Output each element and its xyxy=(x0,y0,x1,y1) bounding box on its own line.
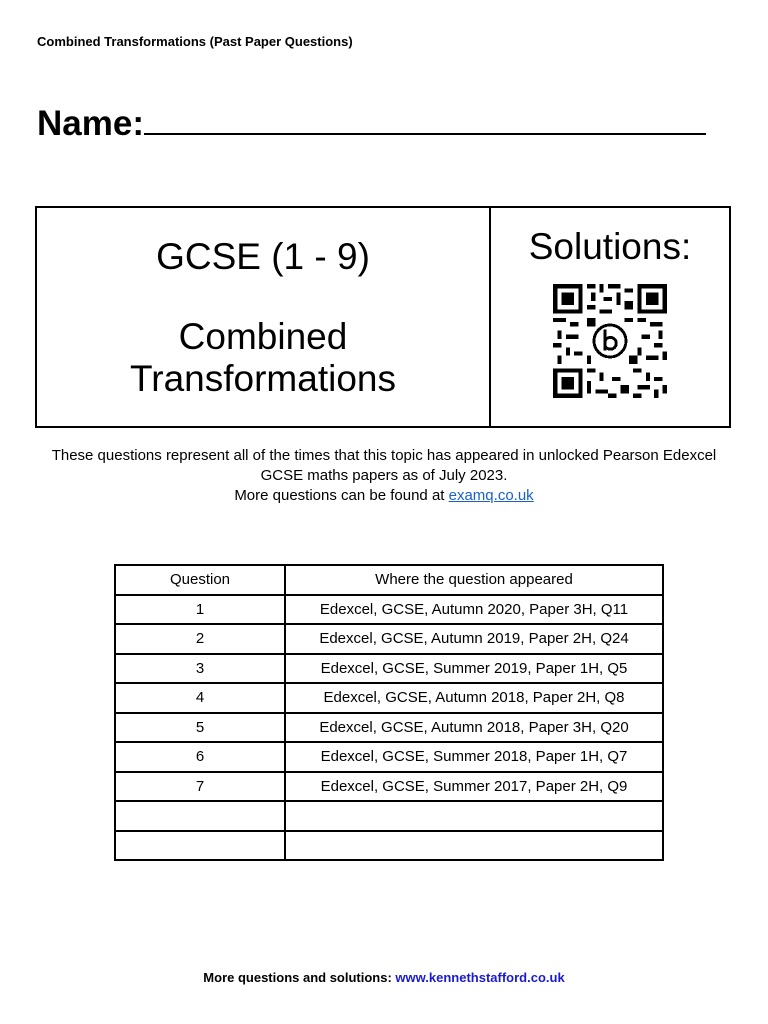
title-panel xyxy=(37,208,491,426)
question-number: 3 xyxy=(115,654,285,684)
question-number: 7 xyxy=(115,772,285,802)
name-label: Name: xyxy=(37,104,144,143)
title-box xyxy=(35,206,731,428)
table-row xyxy=(115,801,663,831)
document-header-title: Combined Transformations (Past Paper Questions) xyxy=(37,34,353,49)
question-number xyxy=(115,831,285,861)
solutions-label: Solutions: xyxy=(528,226,692,267)
table-header-row xyxy=(115,565,663,595)
question-source: Edexcel, GCSE, Autumn 2018, Paper 3H, Q20 xyxy=(285,713,663,743)
table-row xyxy=(115,683,663,713)
question-source: Edexcel, GCSE, Summer 2017, Paper 2H, Q9 xyxy=(285,772,663,802)
question-number: 2 xyxy=(115,624,285,654)
question-source: Edexcel, GCSE, Autumn 2018, Paper 2H, Q8 xyxy=(285,683,663,713)
question-number: 6 xyxy=(115,742,285,772)
question-number: 4 xyxy=(115,683,285,713)
intro-text xyxy=(37,446,731,506)
table-row xyxy=(115,654,663,684)
topic-title-line-1: Combined xyxy=(178,316,348,357)
question-source: Edexcel, GCSE, Summer 2018, Paper 1H, Q7 xyxy=(285,742,663,772)
intro-description: These questions represent all of the times that this topic has appeared in unlocked Pearson Edexcel GCSE maths papers as of July 2023. xyxy=(51,447,717,484)
question-source xyxy=(285,831,663,861)
footer-prefix: More questions and solutions: xyxy=(203,970,396,985)
column-header-source: Where the question appeared xyxy=(285,565,663,595)
question-source: Edexcel, GCSE, Summer 2019, Paper 1H, Q5 xyxy=(285,654,663,684)
table-row xyxy=(115,624,663,654)
questions-table xyxy=(114,564,664,861)
table-row xyxy=(115,831,663,861)
course-level: GCSE (1 - 9) xyxy=(156,236,370,277)
column-header-question: Question xyxy=(115,565,285,595)
question-source: Edexcel, GCSE, Autumn 2019, Paper 2H, Q24 xyxy=(285,624,663,654)
question-source xyxy=(285,801,663,831)
name-blank-line xyxy=(144,103,706,135)
qr-code-icon[interactable] xyxy=(549,280,671,402)
solutions-panel xyxy=(491,208,729,426)
footer-site-link[interactable]: www.kennethstafford.co.uk xyxy=(395,970,565,985)
topic-title xyxy=(37,316,489,400)
table-row xyxy=(115,713,663,743)
name-field xyxy=(37,103,706,144)
footer xyxy=(0,970,768,985)
question-source: Edexcel, GCSE, Autumn 2020, Paper 3H, Q11 xyxy=(285,595,663,625)
question-number xyxy=(115,801,285,831)
table-row xyxy=(115,772,663,802)
intro-more-questions xyxy=(37,486,731,506)
table-row xyxy=(115,742,663,772)
topic-title-line-2: Transformations xyxy=(130,358,396,399)
intro-more-prefix: More questions can be found at xyxy=(234,487,449,504)
table-row xyxy=(115,595,663,625)
examq-link[interactable]: examq.co.uk xyxy=(448,487,534,504)
question-number: 1 xyxy=(115,595,285,625)
question-number: 5 xyxy=(115,713,285,743)
